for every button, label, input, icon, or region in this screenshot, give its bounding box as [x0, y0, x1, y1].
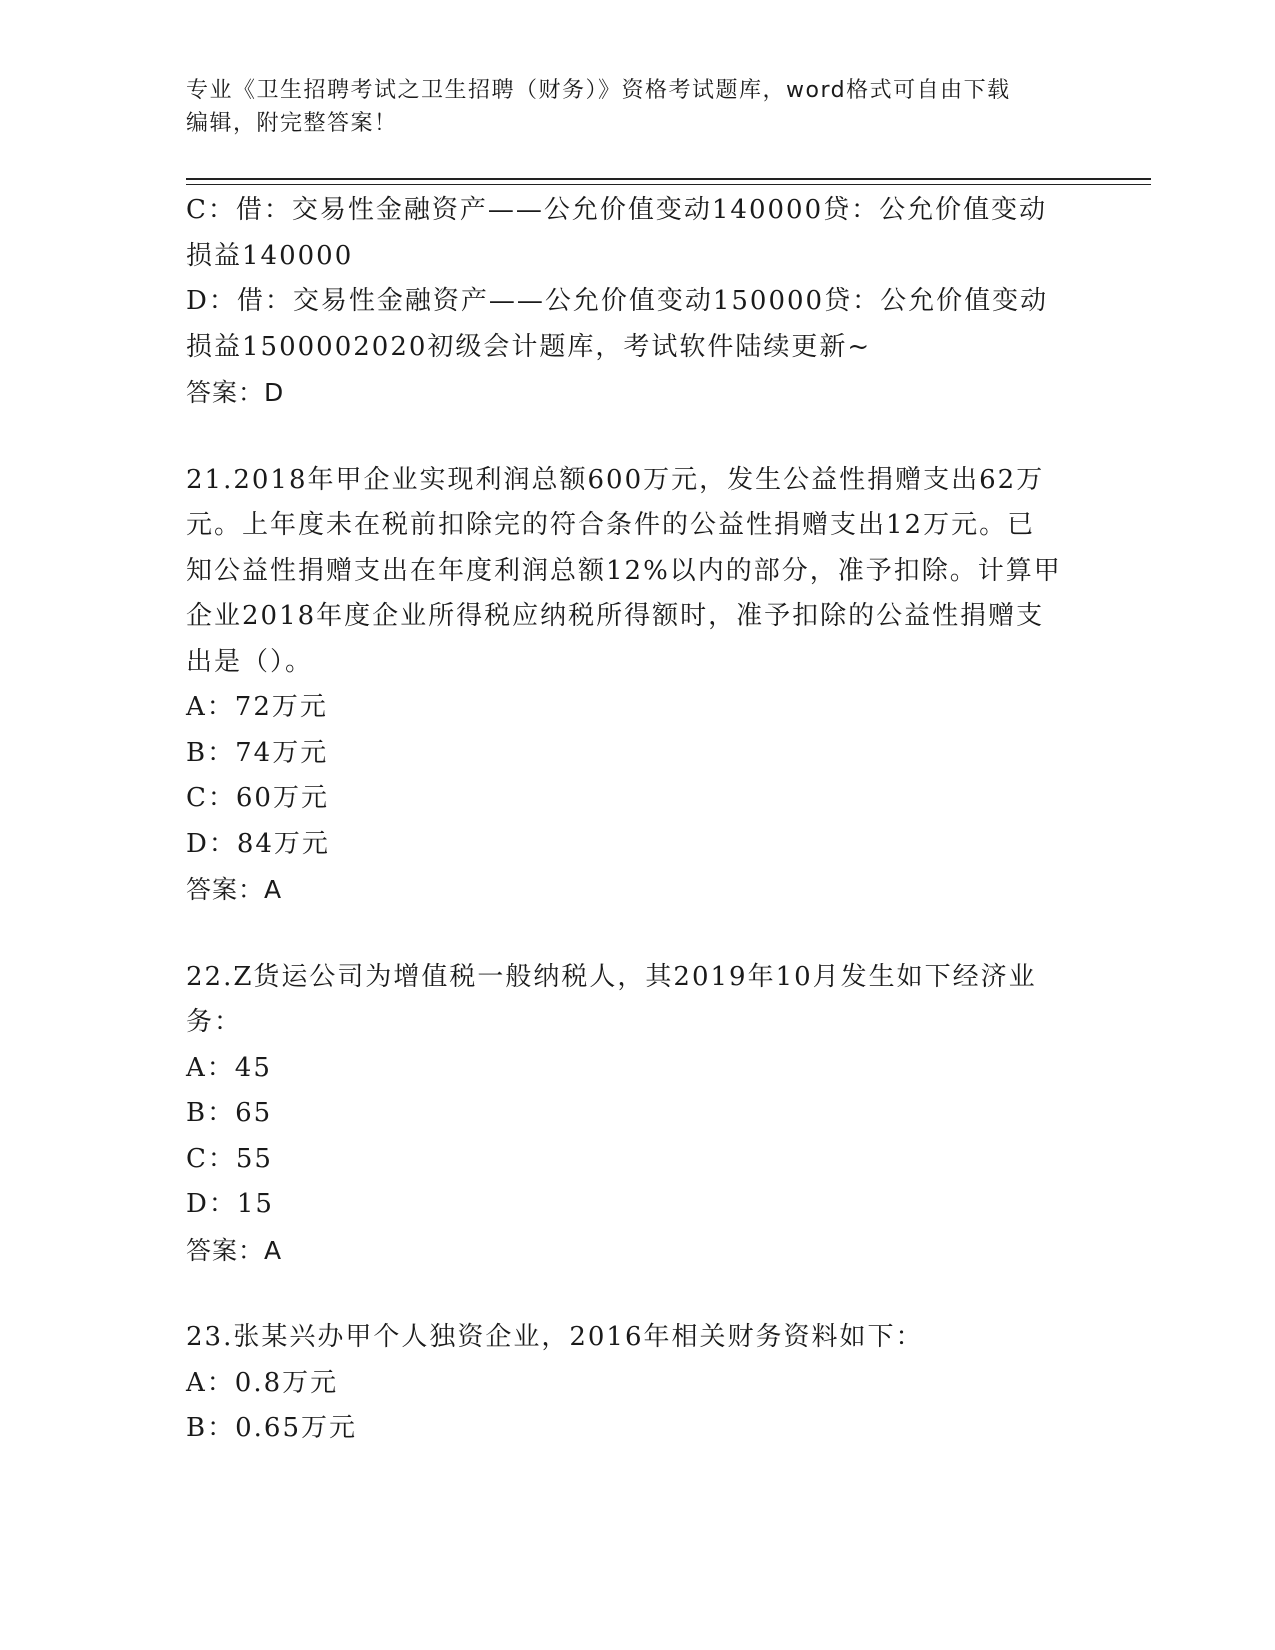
question-list [186, 188, 1086, 1452]
option-b: B：65 [186, 1098, 273, 1128]
option-d: D：15 [186, 1189, 274, 1219]
option-a: A：45 [186, 1052, 272, 1083]
question-23 [186, 1315, 1086, 1452]
option-d: D：84万元 [186, 828, 330, 859]
answer-label: 答案：D [186, 378, 285, 407]
option-a: A：0.8万元 [186, 1367, 339, 1398]
question-stem-line: 21.2018年甲企业实现利润总额600万元，发生公益性捐赠支出62万 [186, 464, 1045, 495]
answer-label: 答案：A [186, 875, 283, 904]
question-stem-line: 知公益性捐赠支出在年度利润总额12%以内的部分，准予扣除。计算甲 [186, 555, 1062, 586]
answer-label: 答案：A [186, 1235, 283, 1265]
option-d-line-2: 损益1500002020初级会计题库，考试软件陆续更新~ [186, 331, 872, 362]
question-stem-line: 企业2018年度企业所得税应纳税所得额时，准予扣除的公益性捐赠支 [186, 601, 1045, 631]
question-20 [186, 188, 1086, 416]
question-stem-line: 元。上年度未在税前扣除完的符合条件的公益性捐赠支出12万元。已 [186, 510, 1036, 540]
question-stem-line: 23.张某兴办甲个人独资企业，2016年相关财务资料如下： [186, 1322, 924, 1352]
header-divider-thick [186, 178, 1151, 180]
header-line-2: 编辑，附完整答案！ [186, 111, 398, 136]
option-c-line-1: C：借：交易性金融资产——公允价值变动140000贷：公允价值变动 [186, 195, 1048, 225]
option-b: B：0.65万元 [186, 1413, 357, 1443]
question-stem-line: 出是（）。 [186, 646, 314, 677]
option-c-line-2: 损益140000 [186, 240, 354, 271]
option-d-line-1: D：借：交易性金融资产——公允价值变动150000贷：公允价值变动 [186, 286, 1049, 316]
option-c: C：55 [186, 1143, 273, 1174]
header-line-1: 专业《卫生招聘考试之卫生招聘（财务）》资格考试题库，word格式可自由下载 [186, 78, 1011, 103]
question-22 [186, 955, 1086, 1274]
option-c: C：60万元 [186, 783, 329, 813]
header-divider-thin [186, 184, 1151, 185]
document-header [186, 74, 1066, 140]
question-21 [186, 458, 1086, 913]
question-stem-line: 22.Z货运公司为增值税一般纳税人，其2019年10月发生如下经济业 [186, 961, 1037, 992]
option-b: B：74万元 [186, 737, 329, 768]
option-a: A：72万元 [186, 692, 328, 722]
question-stem-line: 务： [186, 1007, 243, 1037]
